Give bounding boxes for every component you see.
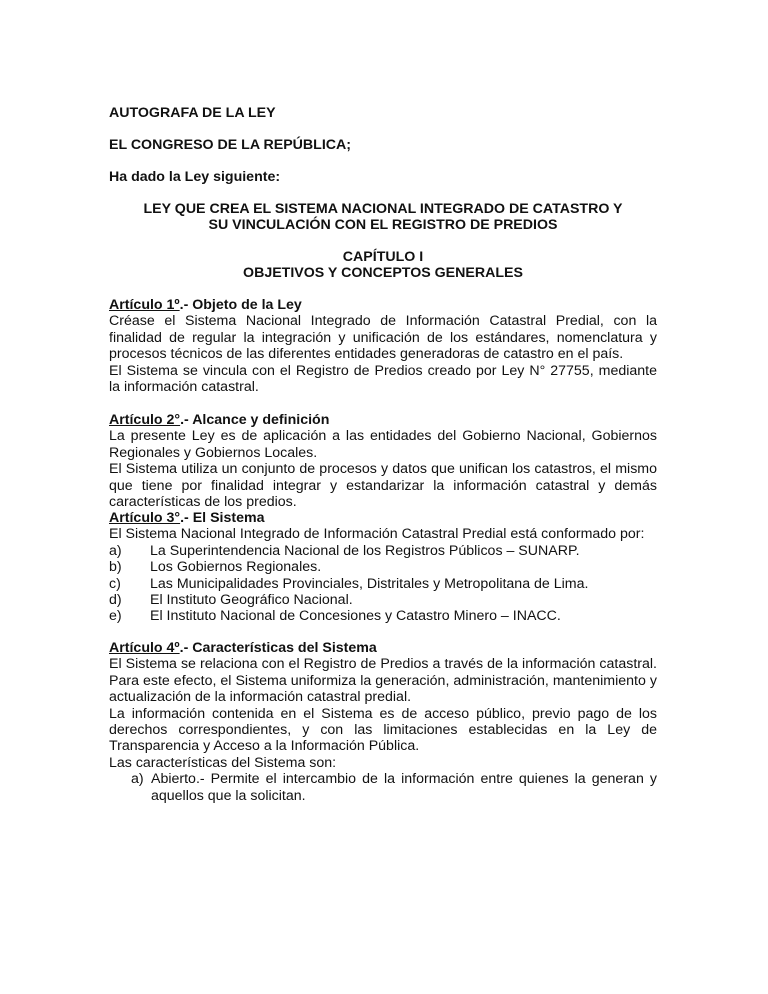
list-label: a): [131, 771, 144, 788]
article-2-number: Artículo 2°: [109, 412, 181, 428]
list-label: d): [109, 592, 122, 609]
article-3-list-item-d: [109, 592, 657, 608]
header-congreso: EL CONGRESO DE LA REPÚBLICA;: [109, 137, 351, 153]
article-2-paragraph-1: La presente Ley es de aplicación a las entidades del Gobierno Nacional, Gobiernos Regionales y Gobiernos Locales.: [109, 428, 657, 461]
article-3-list-item-e: [109, 608, 657, 624]
article-3-heading: [109, 510, 657, 526]
article-1-heading: [109, 297, 657, 313]
article-4-list-item-a: [109, 771, 657, 804]
list-text: La Superintendencia Nacional de los Registros Públicos – SUNARP.: [150, 542, 580, 559]
list-label: a): [109, 542, 122, 559]
chapter-number: CAPÍTULO I: [342, 249, 424, 265]
article-4-number: Artículo 4º: [109, 640, 180, 656]
header-autografa: AUTOGRAFA DE LA LEY: [109, 105, 276, 121]
article-1-paragraph-1: Créase el Sistema Nacional Integrado de Información Catastral Predial, con la finalidad de regular la integración y unificación de los estándares, nomenclatura y procesos técnicos de las diferentes entidades generadoras de catastro en el país.: [109, 313, 657, 363]
list-text: Los Gobiernos Regionales.: [150, 559, 322, 576]
article-1-title: .- Objeto de la Ley: [179, 297, 302, 313]
article-3-list-item-b: [109, 559, 657, 575]
list-label: c): [109, 575, 121, 592]
list-text: Abierto.- Permite el intercambio de la información entre quienes la generan y aquellos que la solicitan.: [151, 771, 657, 804]
article-4-title: .- Características del Sistema: [179, 640, 377, 656]
article-3-number: Artículo 3°: [109, 510, 181, 526]
article-1: [109, 297, 657, 395]
article-1-number: Artículo 1º: [109, 297, 180, 313]
list-text: El Instituto Nacional de Concesiones y Catastro Minero – INACC.: [150, 608, 561, 625]
article-2-heading: [109, 412, 657, 428]
article-4: [109, 640, 657, 804]
article-4-paragraph-3: Las características del Sistema son:: [109, 754, 337, 771]
law-title-line-2: SU VINCULACIÓN CON EL REGISTRO DE PREDIOS: [208, 217, 558, 233]
article-3-title: .- El Sistema: [180, 510, 265, 526]
list-text: El Instituto Geográfico Nacional.: [150, 592, 353, 609]
list-text: Las Municipalidades Provinciales, Distritales y Metropolitana de Lima.: [150, 575, 589, 592]
chapter-title: OBJETIVOS Y CONCEPTOS GENERALES: [243, 265, 523, 281]
article-3: [109, 510, 657, 625]
article-2-paragraph-2: El Sistema utiliza un conjunto de procesos y datos que unifican los catastros, el mismo que tiene por finalidad integrar y estandarizar la información catastral y demás características de los predios.: [109, 461, 657, 511]
article-4-heading: [109, 640, 657, 656]
article-3-paragraph-1: El Sistema Nacional Integrado de Información Catastral Predial está conformado por:: [109, 526, 645, 543]
article-2-title: .- Alcance y definición: [180, 412, 330, 428]
article-2: [109, 412, 657, 510]
article-3-list-item-a: [109, 543, 657, 559]
article-3-list-item-c: [109, 576, 657, 592]
article-4-paragraph-2: La información contenida en el Sistema es de acceso público, previo pago de los derechos correspondientes, y con las limitaciones establecidas en la Ley de Transparencia y Acceso a la Información Pública.: [109, 705, 657, 755]
article-1-paragraph-2: El Sistema se vincula con el Registro de Predios creado por Ley N° 27755, mediante la información catastral.: [109, 362, 657, 396]
list-label: e): [109, 608, 122, 625]
article-4-paragraph-1: El Sistema se relaciona con el Registro de Predios a través de la información catastral. Para este efecto, el Sistema uniformiza la generación, administración, mantenimiento y actualización de la información catastral predial.: [109, 656, 657, 706]
list-label: b): [109, 559, 122, 576]
header-ha-dado: Ha dado la Ley siguiente:: [109, 169, 281, 185]
law-title-line-1: LEY QUE CREA EL SISTEMA NACIONAL INTEGRADO DE CATASTRO Y: [143, 201, 623, 217]
